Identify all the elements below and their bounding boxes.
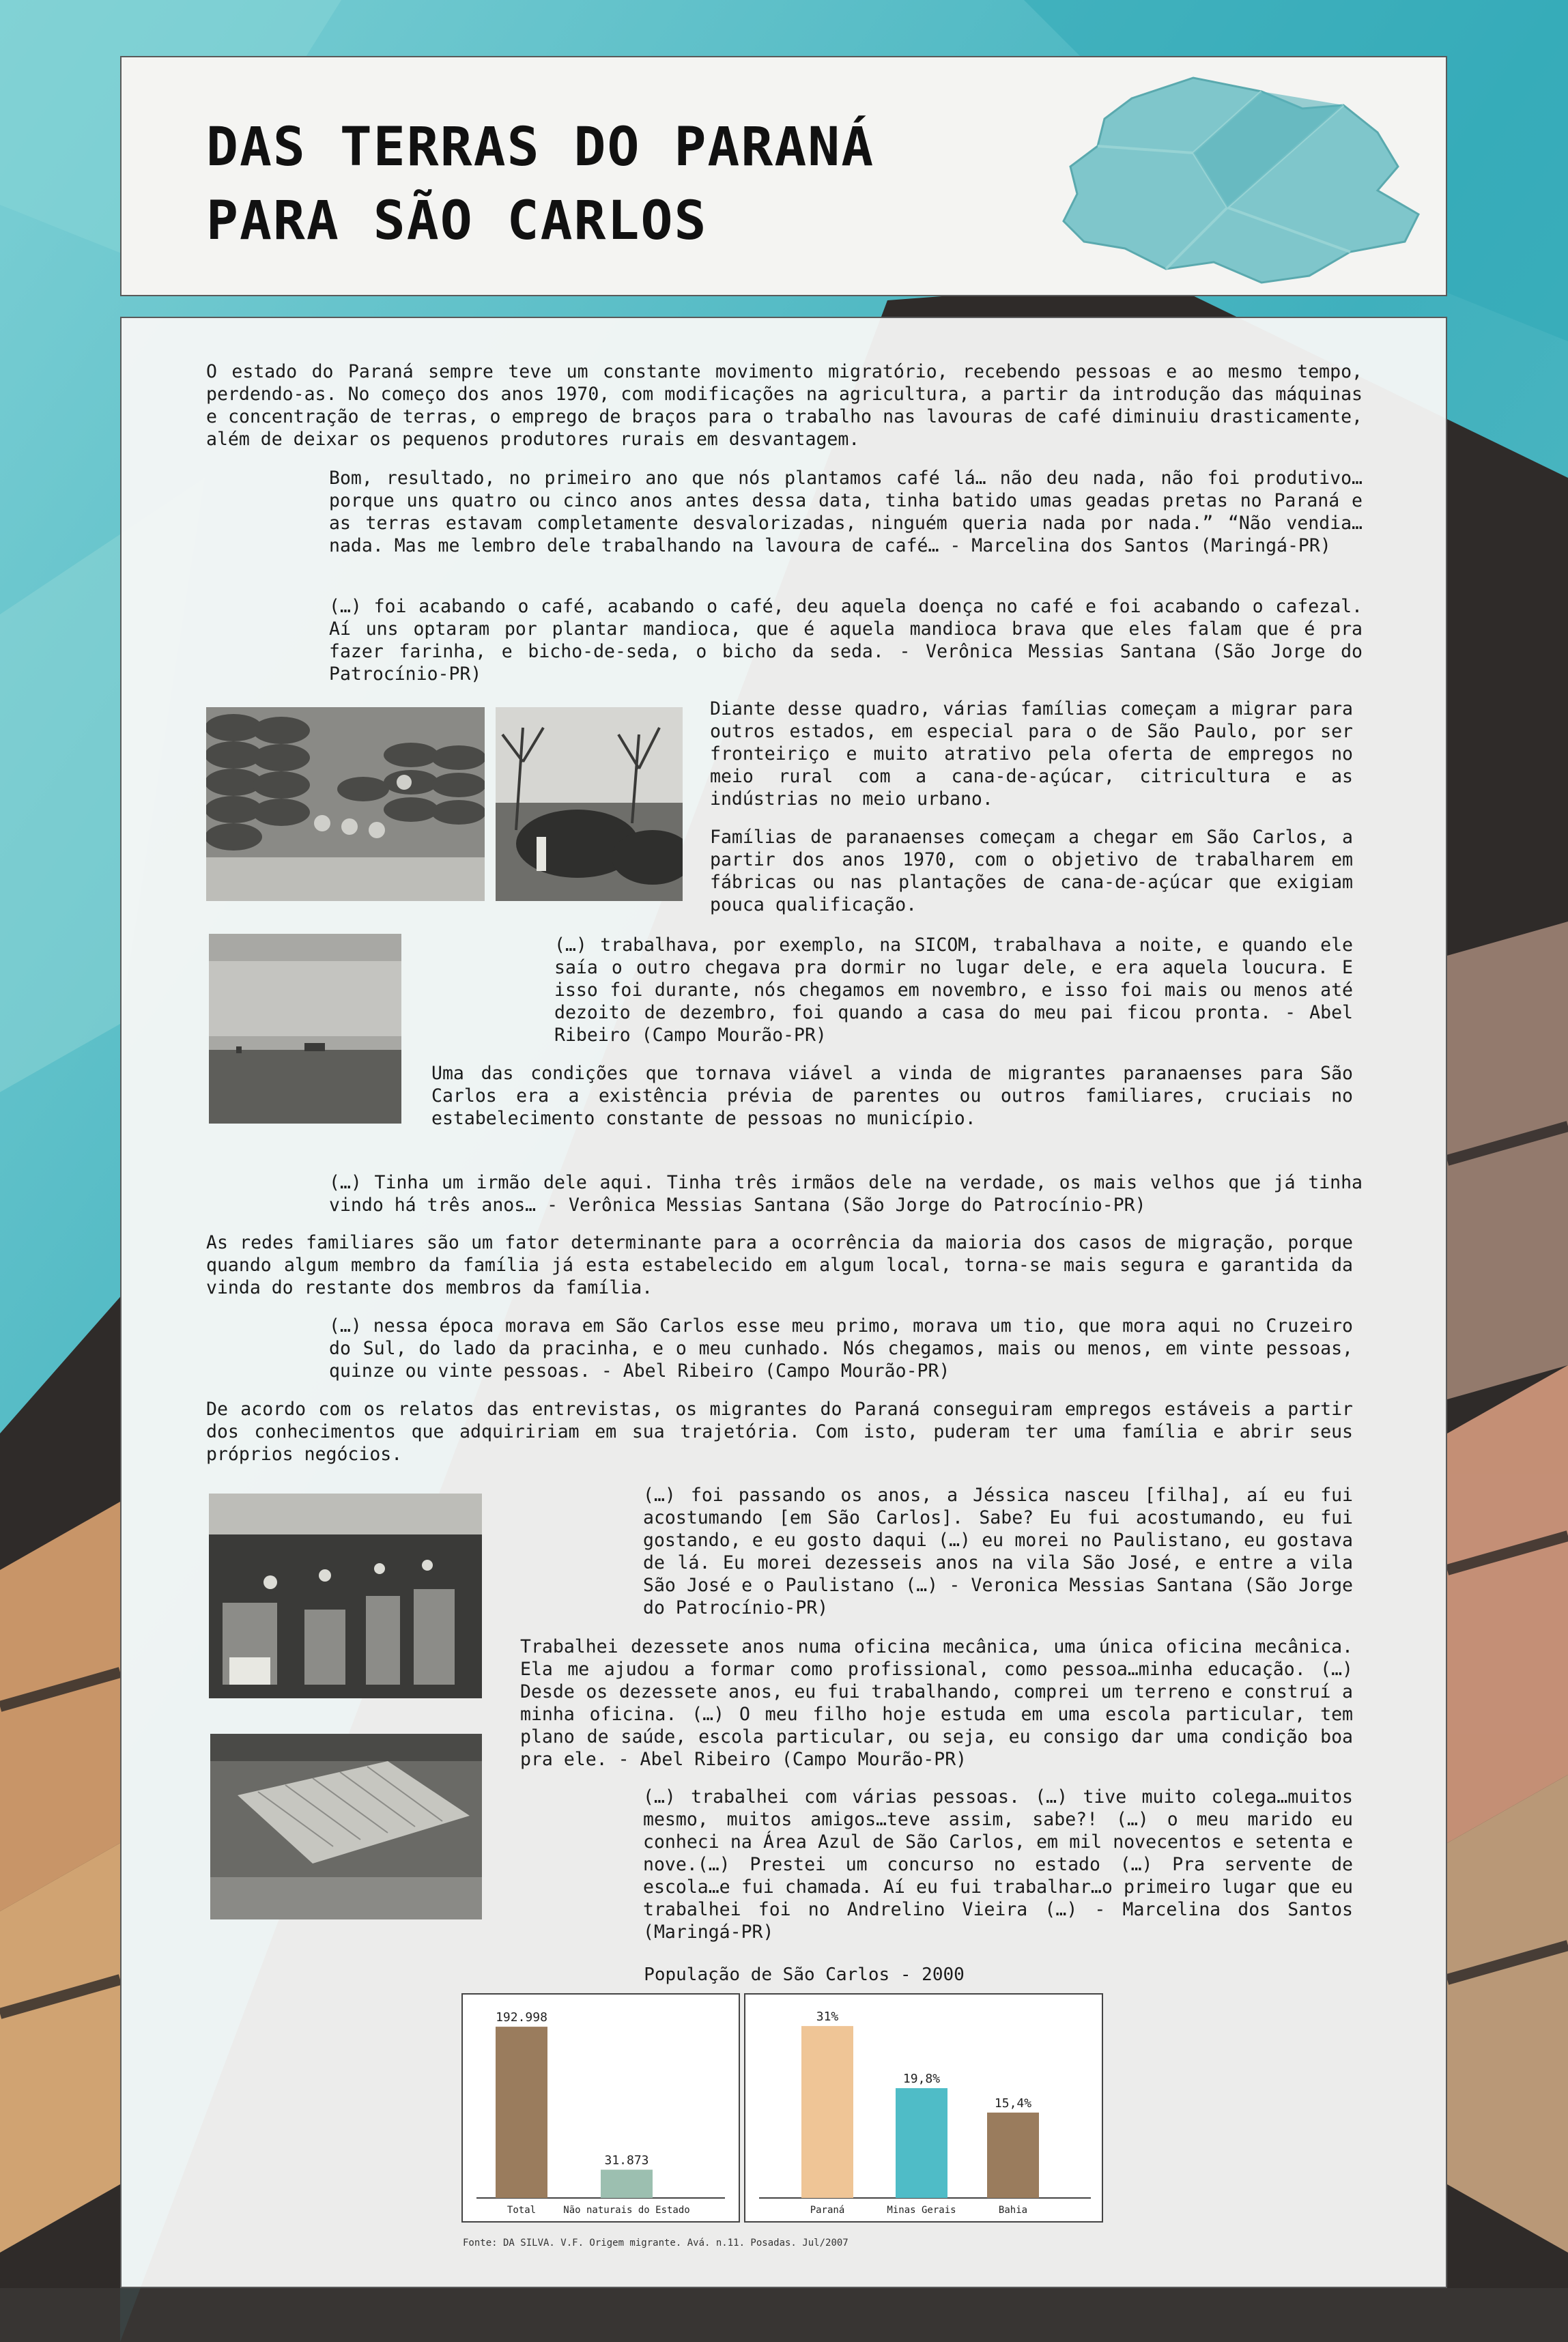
quote-veronica-1: (…) foi acabando o café, acabando o café, deu aquela doença no café e foi acabando o cafezal. Aí uns optaram por plantar mandioca, que é aquela mandioca brava que eles falam que é pra fazer farinha, e bicho-de-seda, o bicho da seda. - Verônica Messias Santana (São Jorge do Patrocínio-PR) <box>329 596 1363 685</box>
chart-value-label: 31.873 <box>604 2153 649 2168</box>
quote-abel-3: Trabalhei dezessete anos numa oficina mecânica, uma única oficina mecânica. Ela me ajudou a formar como profissional, como pessoa…minha educação. (…) Desde os dezessete anos, eu fui trabalhando, comprei um terreno e construí a minha oficina. (…) O meu filho hoje estuda em uma escola particular, tem plano de saúde, escola particular, ou seja, eu consigo dar uma condição boa pra ele. - Abel Ribeiro (Campo Mourão-PR) <box>520 1636 1353 1770</box>
quote-veronica-2: (…) Tinha um irmão dele aqui. Tinha três irmãos dele na verdade, os mais velhos que já tinha vindo há três anos… - Verônica Messias Santana (São Jorge do Patrocínio-PR) <box>329 1172 1363 1216</box>
title-line-2: PARA SÃO CARLOS <box>206 190 708 252</box>
paragraph-conditions: Uma das condições que tornava viável a vinda de migrantes paranaenses para São Carlos era a existência prévia de parentes ou outros familiares, cruciais no estabelecimento constante de pessoas no município. <box>431 1063 1353 1129</box>
chart-bar <box>601 2170 653 2198</box>
paragraph-family-networks: As redes familiares são um fator determinante para a ocorrência da maioria dos casos de migração, porque quando algum membro da família já esta estabelecido em algum local, torna-se mais segura e garantida da vinda do restante dos membros da família. <box>206 1232 1353 1298</box>
chart-value-label: 15,4% <box>994 2096 1032 2111</box>
chart-value-label: 31% <box>816 2010 839 2025</box>
intro-paragraph: O estado do Paraná sempre teve um constante movimento migratório, recebendo pessoas e ao mesmo tempo, perdendo-as. No começo dos anos 1970, com modificações na agricultura, a partir da introdução das máquinas e concentração de terras, o emprego de braços para o trabalho nas lavouras de café diminuiu drasticamente, além de deixar os pequenos produtores rurais em desvantagem. <box>206 361 1363 450</box>
quote-abel-2: (…) nessa época morava em São Carlos esse meu primo, morava um tio, que mora aqui no Cruzeiro do Sul, do lado da pracinha, e o meu cunhado. Nós chegamos, mais ou menos, em vinte pessoas, quinze ou vinte pessoas. - Abel Ribeiro (Campo Mourão-PR) <box>329 1315 1353 1382</box>
chart-bar <box>896 2088 947 2198</box>
chart-bar <box>496 2027 547 2198</box>
content-panel <box>120 317 1447 2288</box>
title-panel <box>120 56 1447 296</box>
chart-population-total <box>461 1993 740 2223</box>
chart-origin-states <box>744 1993 1103 2223</box>
page-title <box>206 111 874 258</box>
paragraph-employment: De acordo com os relatos das entrevistas, os migrantes do Paraná conseguiram empregos estáveis a partir dos conhecimentos que adquiririam em sua trajetória. Com isto, puderam ter uma família e abrir seus próprios negócios. <box>206 1399 1353 1465</box>
chart-category-label: Bahia <box>998 2205 1028 2216</box>
chart-category-label: Paraná <box>810 2205 845 2216</box>
chart-value-label: 19,8% <box>902 2072 941 2087</box>
chart-bar <box>987 2113 1039 2198</box>
coffee-plantation-photo <box>496 707 683 901</box>
parana-map-icon <box>1057 71 1425 289</box>
chart-bar <box>801 2026 853 2198</box>
quote-marcelina-1: Bom, resultado, no primeiro ano que nós plantamos café lá… não deu nada, não foi produtivo… porque uns quatro ou cinco anos antes dessa data, tinha batido umas geadas pretas no Paraná e as terras estavam completamente desvalorizadas, ninguém queria nada por nada.” “Não vendia… nada. Mas me lembro dele trabalhando na lavoura de café… - Marcelina dos Santos (Maringá-PR) <box>329 468 1363 556</box>
factory-workers-photo <box>209 1494 482 1698</box>
chart-category-label: Minas Gerais <box>887 2205 956 2216</box>
chart-category-label: Total <box>507 2205 537 2216</box>
chart-value-label: 192.998 <box>496 2010 547 2025</box>
quote-abel-1: (…) trabalhava, por exemplo, na SICOM, trabalhava a noite, e quando ele saía o outro chegava pra dormir no lugar dele, e era aquela loucura. E isso foi durante, nós chegamos em novembro, e isso foi mais ou menos até dezoito de dezembro, foi quando a casa do meu pai ficou pronta. - Abel Ribeiro (Campo Mourão-PR) <box>554 934 1353 1046</box>
paragraph-arrival: Famílias de paranaenses começam a chegar em São Carlos, a partir dos anos 1970, com o objetivo de trabalharem em fábricas ou nas plantações de cana-de-açúcar que exigiam pouca qualificação. <box>710 827 1353 915</box>
title-line-1: DAS TERRAS DO PARANÁ <box>206 117 875 178</box>
chart-title: População de São Carlos - 2000 <box>644 1965 965 1985</box>
paragraph-migration: Diante desse quadro, várias famílias começam a migrar para outros estados, em especial para o de São Paulo, por ser fronteiriço e muito atrativo pela oferta de empregos no meio rural com a cana-de-açúcar, citricultura e as indústrias no meio urbano. <box>710 698 1353 810</box>
chart-source: Fonte: DA SILVA. V.F. Origem migrante. Avá. n.11. Posadas. Jul/2007 <box>463 2238 849 2248</box>
quote-marcelina-2: (…) trabalhei com várias pessoas. (…) tive muito colega…muitos mesmo, muitos amigos…teve assim, sabe?! (…) o meu marido eu conheci na Área Azul de São Carlos, em mil novecentos e setenta e nove.(…) Prestei um concurso no estado (…) Pra servente de escola…e fui chamada. Aí eu fui trabalhar…o primeiro lugar que eu trabalhei foi no Andrelino Vieira (…) - Marcelina dos Santos (Maringá-PR) <box>643 1786 1353 1943</box>
quote-veronica-3: (…) foi passando os anos, a Jéssica nasceu [filha], aí eu fui acostumando [em São Carlos]. Sabe? Eu fui acostumando, eu fui gostando, e eu gosto daqui (…) eu morei no Paulistano, eu gostava de lá. Eu morei dezesseis anos na vila São José, e entre a vila São José e o Paulistano (…) - Veronica Messias Santana (São Jorge do Patrocínio-PR) <box>643 1485 1353 1618</box>
rural-field-photo <box>209 934 401 1124</box>
chart-category-label: Não naturais do Estado <box>563 2205 690 2216</box>
factory-aerial-photo <box>210 1734 482 1919</box>
coffee-sacks-photo <box>206 707 485 901</box>
